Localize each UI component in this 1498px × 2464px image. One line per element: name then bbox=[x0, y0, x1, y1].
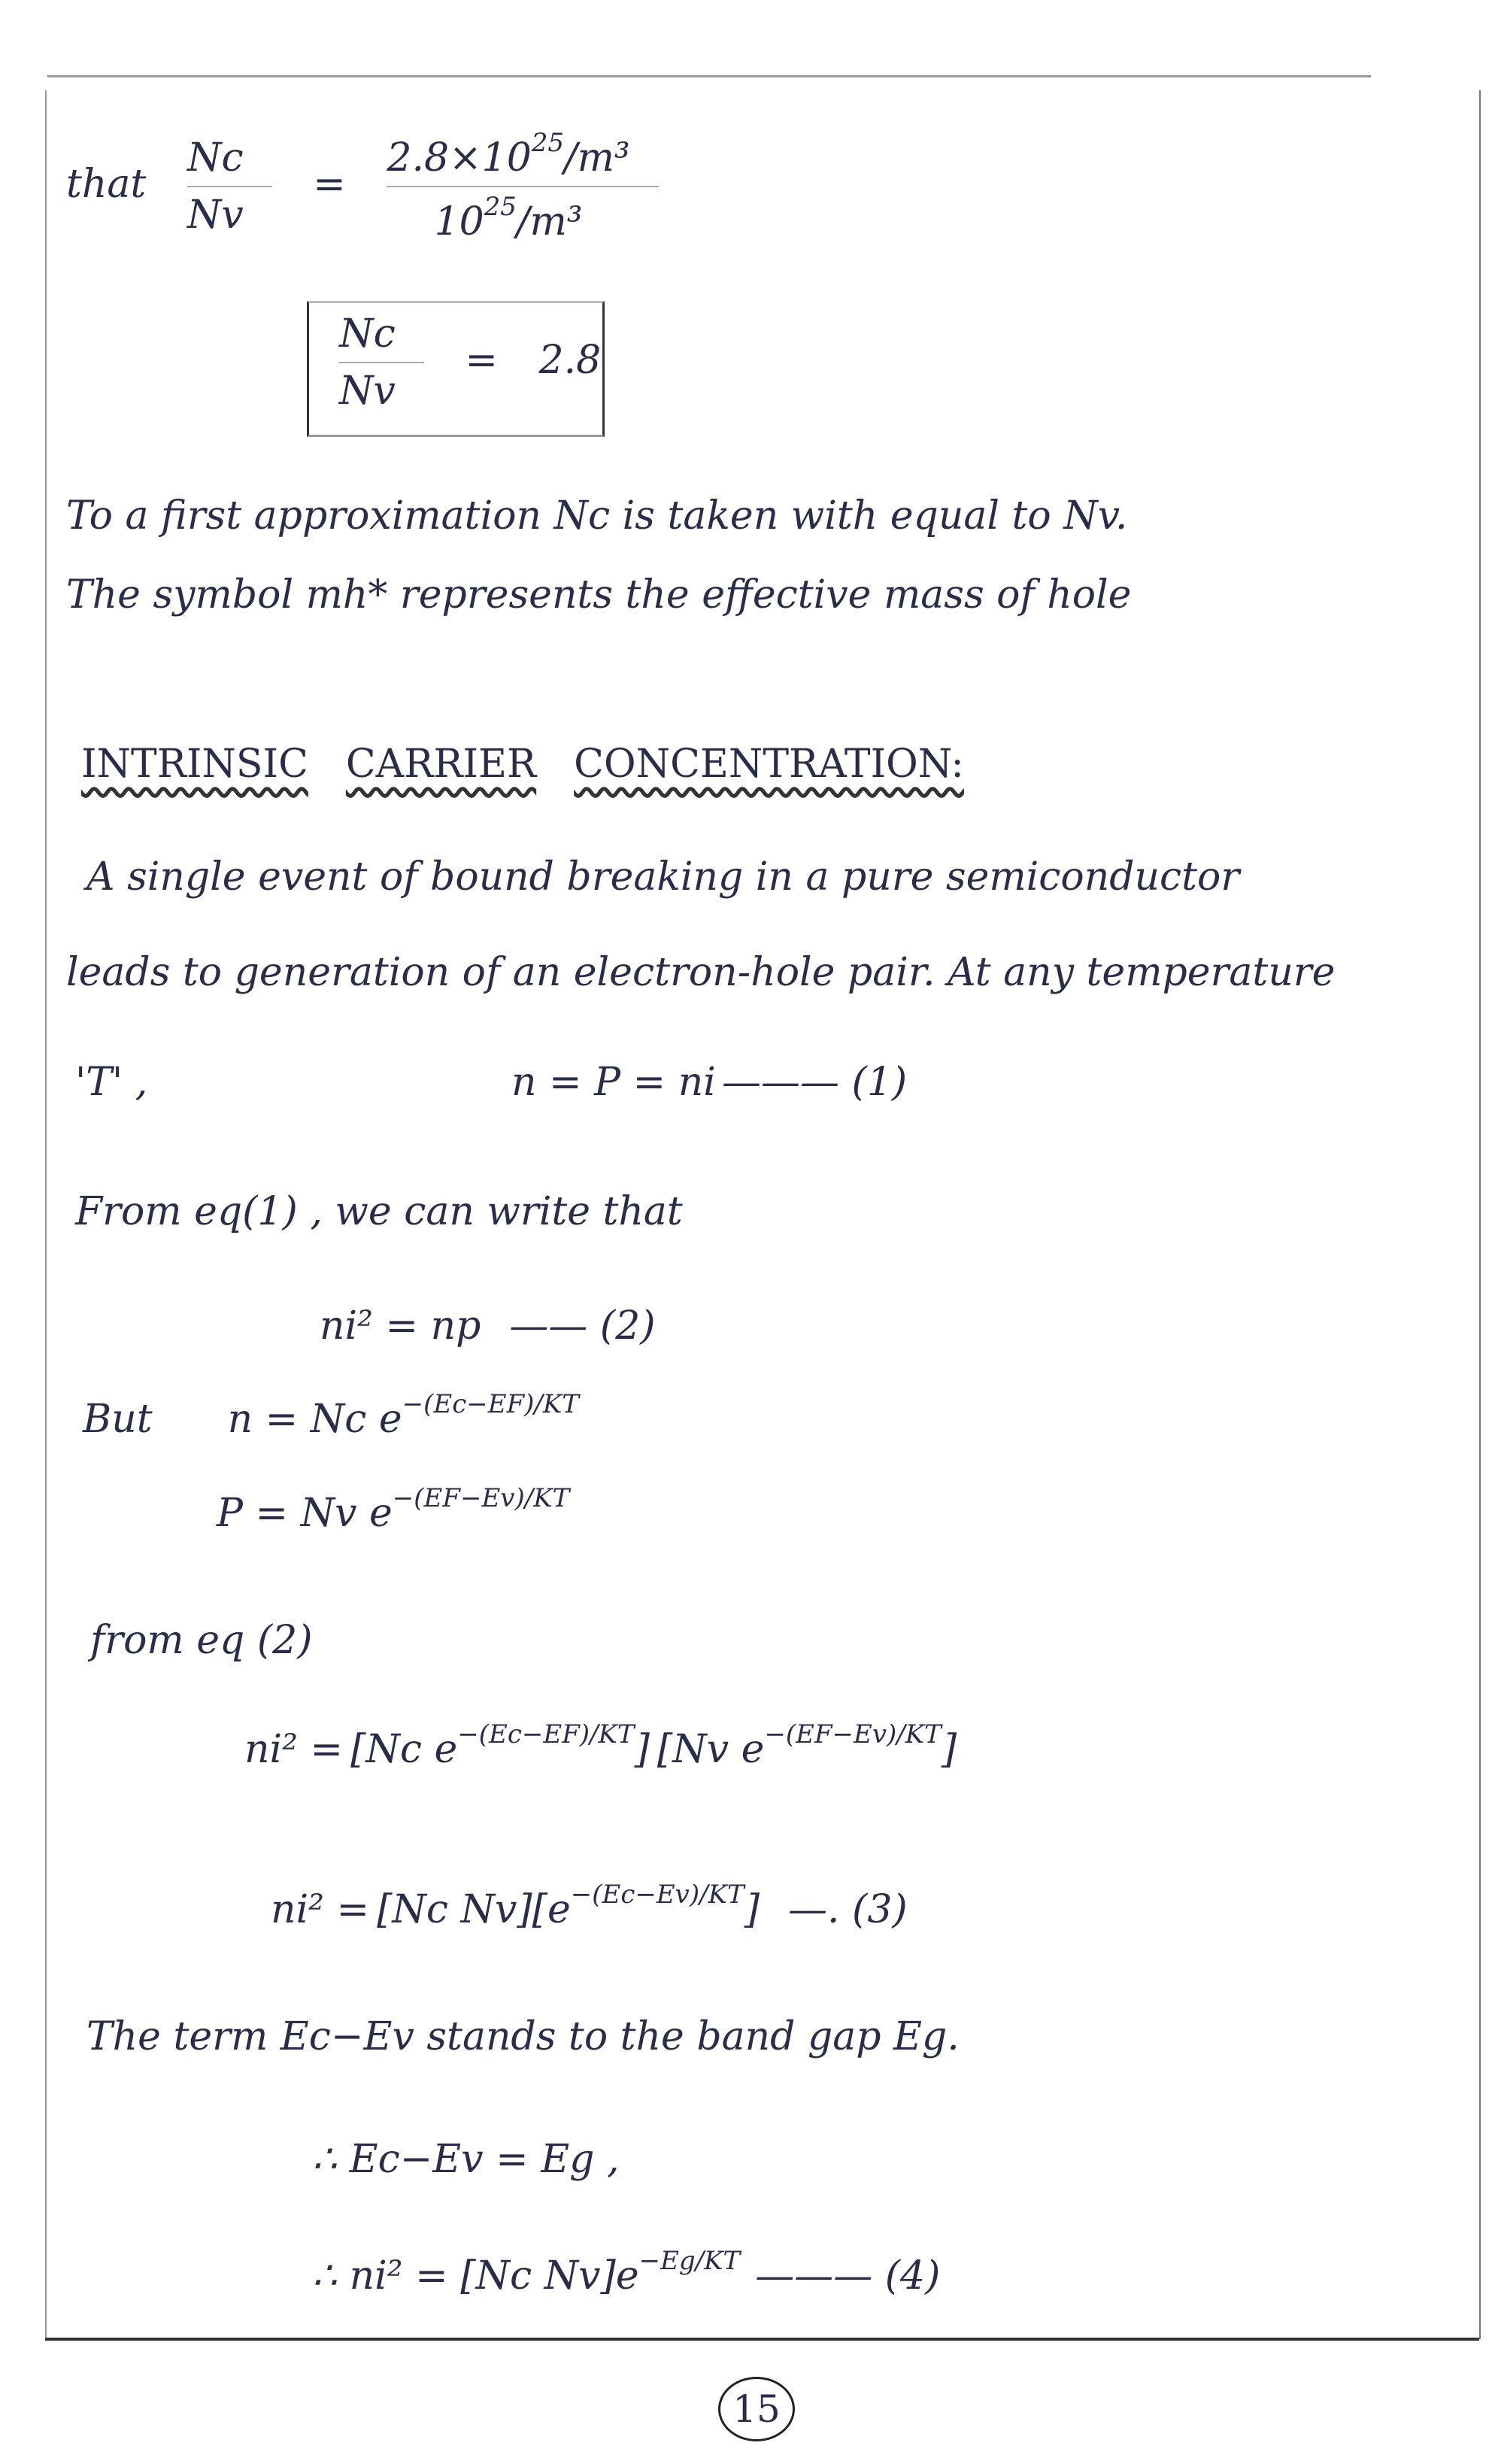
ratio-value: 2.8 bbox=[538, 337, 602, 383]
heading-word: CARRIER bbox=[345, 742, 537, 787]
text-line: From eq(1) , we can write that bbox=[75, 1189, 683, 1234]
bottom-rule bbox=[45, 2338, 1479, 2341]
equals: = bbox=[465, 337, 498, 383]
text-line: The symbol mh* represents the effective mass of hole bbox=[66, 572, 1132, 618]
fraction-nc-nv bbox=[187, 135, 272, 239]
text-line: The term Ec−Ev stands to the band gap Eg. bbox=[86, 2014, 960, 2059]
boxed-equation bbox=[339, 311, 629, 415]
section-heading bbox=[81, 741, 1002, 787]
text-line: leads to generation of an electron-hole pair. At any temperature bbox=[66, 950, 1336, 995]
word-that: that bbox=[66, 161, 147, 207]
denominator-value: $10^{25}/m^3$ bbox=[434, 192, 583, 245]
denominator: Nv bbox=[186, 193, 244, 238]
top-rule bbox=[47, 75, 1371, 77]
equation-p: P = Nv $e^{-(EF-Ev)/KT}$ bbox=[217, 1483, 570, 1536]
equation-3: ni² = [Nc $Nv][e^{-(Ec-Ev)/KT}]$ —. (3) bbox=[271, 1880, 908, 1932]
text-line: A single event of bound breaking in a pure semiconductor bbox=[86, 854, 1240, 900]
equation-4: ∴ ni² = [Nc $Nv]e^{-Eg/KT}$ ——— (4) bbox=[312, 2246, 941, 2299]
heading-word: INTRINSIC bbox=[81, 742, 308, 787]
text-line: from eq (2) bbox=[90, 1618, 313, 1663]
fraction-values bbox=[387, 128, 658, 246]
fraction: $\frac{Nc}{Nv}$ bbox=[339, 311, 424, 415]
equation-2: ni² = np —— (2) bbox=[320, 1303, 656, 1349]
fraction-bar bbox=[387, 186, 658, 187]
numerator: Nc bbox=[186, 135, 244, 181]
equation-n: But n = Nc $e^{-(Ec-EF)/KT}$ bbox=[83, 1389, 579, 1442]
equation-product: ni² = [Nc $e^{-(Ec-EF)/KT}$] [Nv $e^{-(EF-Ev)/KT}$] bbox=[244, 1719, 957, 1772]
equation-eg: ∴ Ec−Ev = Eg , bbox=[312, 2137, 620, 2182]
text-line: To a first approximation Nc is taken with equal to Nv. bbox=[66, 493, 1128, 539]
numerator-value: $2.8\times 10^{25}/m^3$ bbox=[387, 128, 630, 181]
equation-1: 'T' , n = P = ni ——— (1) bbox=[75, 1060, 908, 1105]
fraction-bar bbox=[187, 186, 272, 187]
page-number: 15 bbox=[718, 2377, 795, 2441]
boxed-result bbox=[307, 301, 605, 437]
heading-word: CONCENTRATION: bbox=[574, 742, 964, 787]
equals: = bbox=[313, 161, 346, 207]
ratio-equation bbox=[66, 128, 687, 246]
